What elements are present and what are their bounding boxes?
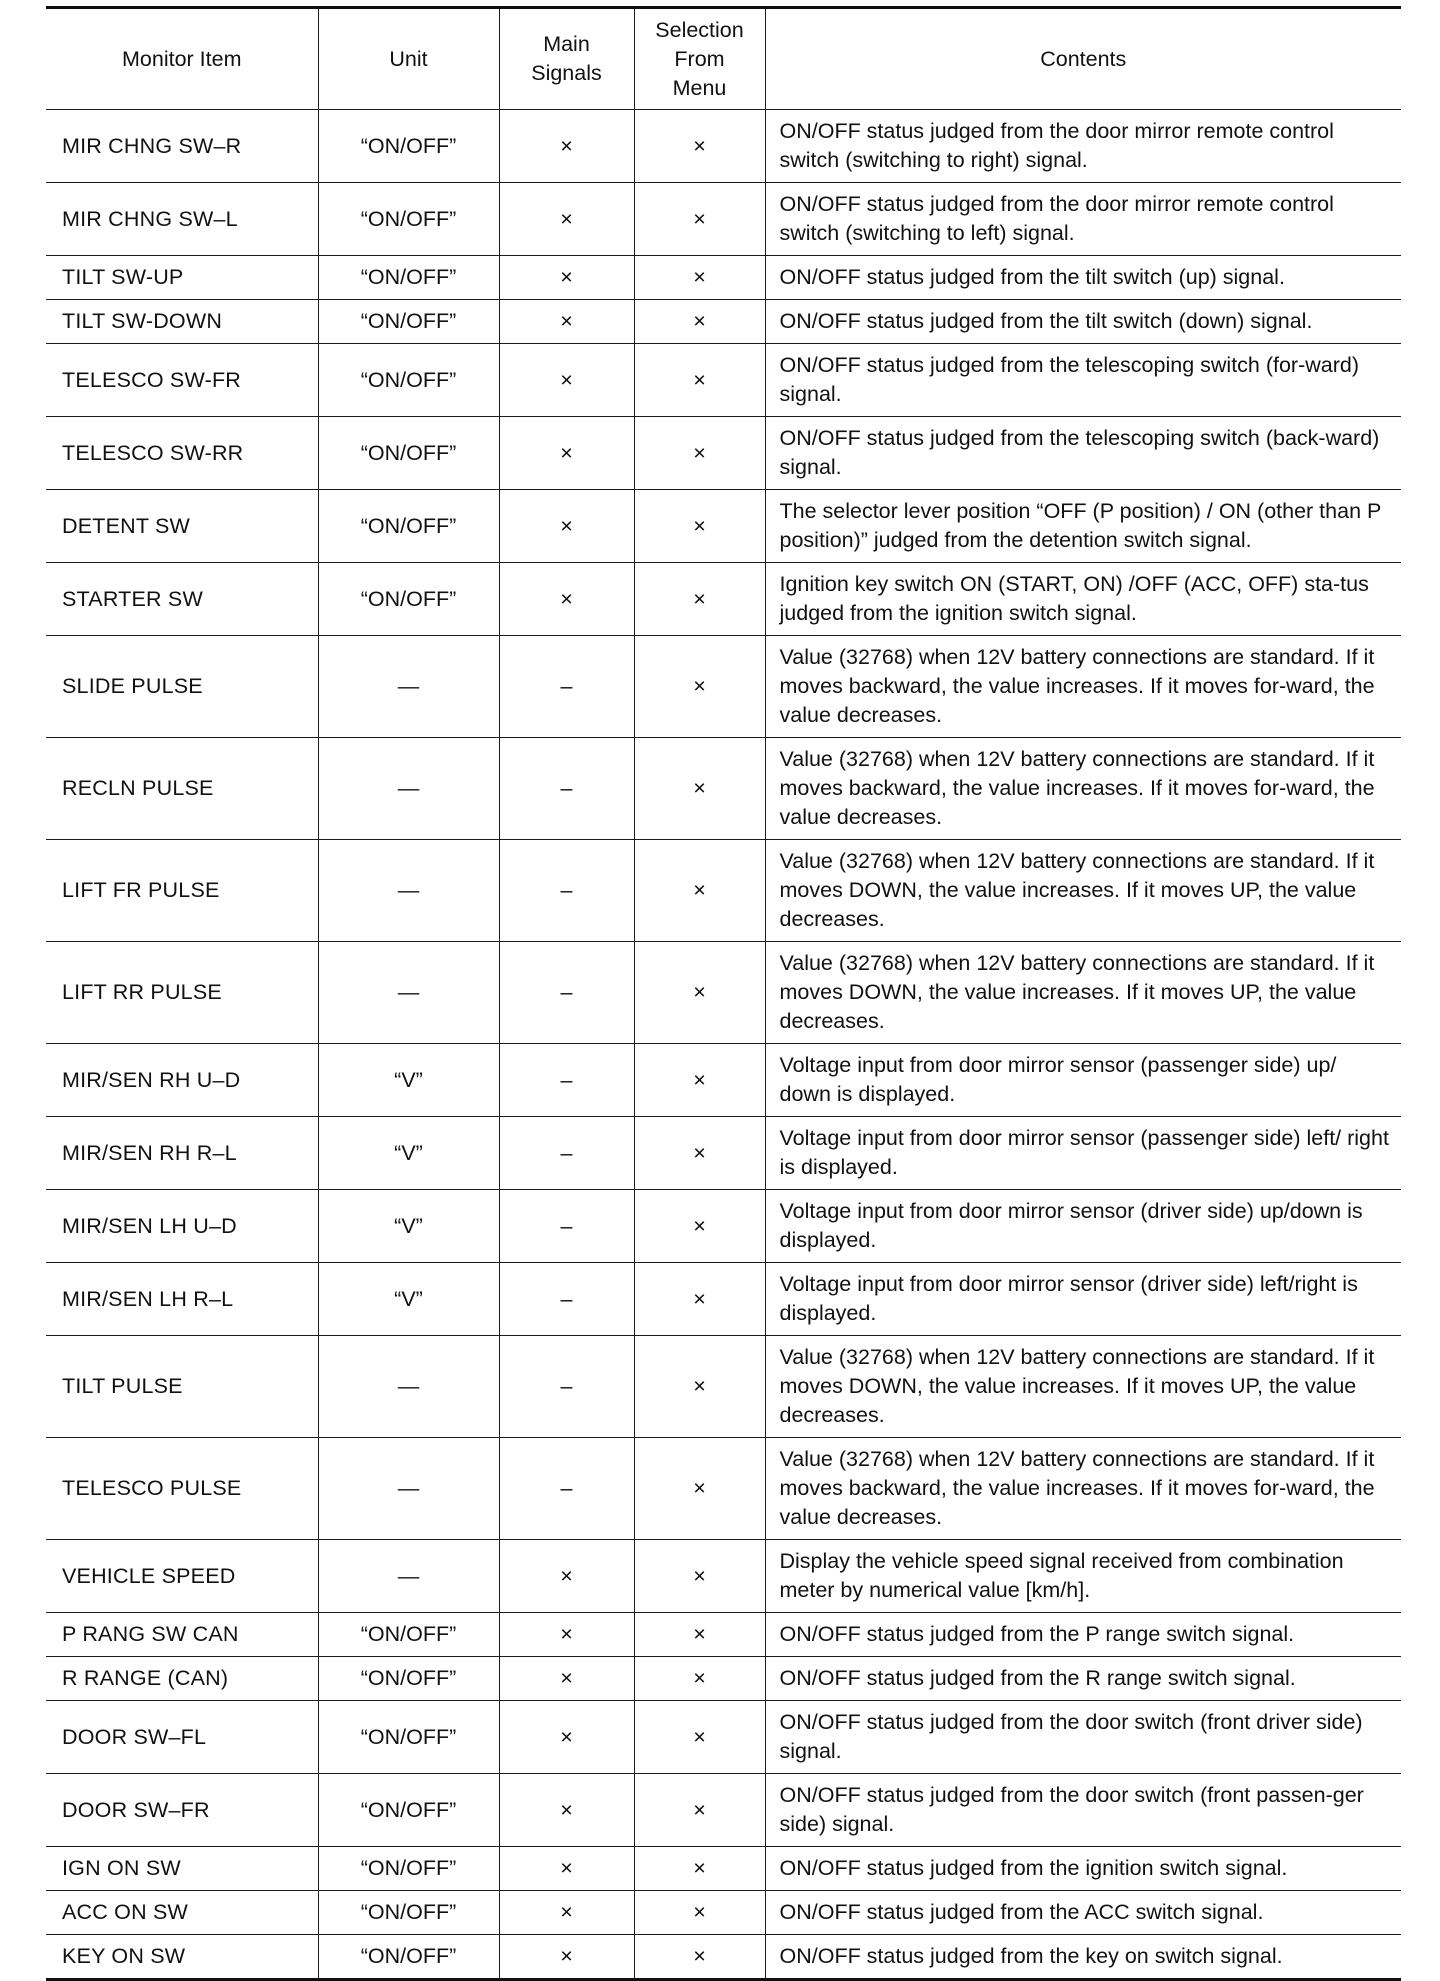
selection-from-menu-cell: × [634, 1540, 765, 1613]
header-monitor-item-label: Monitor Item [122, 46, 242, 71]
unit-cell: “ON/OFF” [318, 1891, 499, 1935]
table-row [46, 1044, 1401, 1117]
main-signals-cell: – [499, 738, 634, 840]
selection-from-menu-cell: × [634, 738, 765, 840]
contents-cell: ON/OFF status judged from the tilt switch (up) signal. [765, 256, 1401, 300]
contents-cell: Value (32768) when 12V battery connections are standard. If it moves backward, the value increases. If it moves for-ward, the value decreases. [765, 738, 1401, 840]
main-signals-cell: – [499, 1263, 634, 1336]
selection-from-menu-cell: × [634, 1117, 765, 1190]
selection-from-menu-cell: × [634, 344, 765, 417]
selection-from-menu-cell: × [634, 1891, 765, 1935]
selection-from-menu-cell: × [634, 1935, 765, 1980]
table-row [46, 417, 1401, 490]
header-main-signals-label: Main Signals [531, 32, 602, 85]
unit-cell: “ON/OFF” [318, 1774, 499, 1847]
selection-from-menu-cell: × [634, 636, 765, 738]
table-row [46, 1613, 1401, 1657]
monitor-item-cell: P RANG SW CAN [46, 1613, 318, 1657]
unit-cell: “ON/OFF” [318, 1935, 499, 1980]
header-contents-label: Contents [1040, 46, 1127, 71]
main-signals-cell: × [499, 300, 634, 344]
unit-cell: “ON/OFF” [318, 344, 499, 417]
monitor-item-cell: MIR/SEN RH R–L [46, 1117, 318, 1190]
selection-from-menu-cell: × [634, 1847, 765, 1891]
monitor-item-cell: SLIDE PULSE [46, 636, 318, 738]
contents-cell: ON/OFF status judged from the ACC switch signal. [765, 1891, 1401, 1935]
contents-cell: ON/OFF status judged from the key on switch signal. [765, 1935, 1401, 1980]
main-signals-cell: × [499, 256, 634, 300]
table-row [46, 1263, 1401, 1336]
main-signals-cell: × [499, 490, 634, 563]
selection-from-menu-cell: × [634, 1657, 765, 1701]
contents-cell: Value (32768) when 12V battery connections are standard. If it moves backward, the value increases. If it moves for-ward, the value decreases. [765, 636, 1401, 738]
monitor-item-cell: DOOR SW–FL [46, 1701, 318, 1774]
contents-cell: ON/OFF status judged from the door mirror remote control switch (switching to right) signal. [765, 110, 1401, 183]
table-row [46, 1657, 1401, 1701]
header-unit [318, 8, 499, 110]
header-contents [765, 8, 1401, 110]
monitor-item-cell: DETENT SW [46, 490, 318, 563]
contents-cell: Value (32768) when 12V battery connections are standard. If it moves DOWN, the value increases. If it moves UP, the value decreases. [765, 840, 1401, 942]
monitor-item-cell: LIFT FR PULSE [46, 840, 318, 942]
monitor-item-cell: VEHICLE SPEED [46, 1540, 318, 1613]
monitor-item-cell: MIR/SEN LH U–D [46, 1190, 318, 1263]
monitor-item-cell: RECLN PULSE [46, 738, 318, 840]
unit-cell: — [318, 1438, 499, 1540]
selection-from-menu-cell: × [634, 1613, 765, 1657]
contents-cell: Value (32768) when 12V battery connections are standard. If it moves DOWN, the value increases. If it moves UP, the value decreases. [765, 1336, 1401, 1438]
selection-from-menu-cell: × [634, 256, 765, 300]
main-signals-cell: – [499, 1438, 634, 1540]
table-row [46, 1701, 1401, 1774]
selection-from-menu-cell: × [634, 1336, 765, 1438]
unit-cell: — [318, 738, 499, 840]
contents-cell: ON/OFF status judged from the R range switch signal. [765, 1657, 1401, 1701]
selection-from-menu-cell: × [634, 1774, 765, 1847]
selection-from-menu-cell: × [634, 563, 765, 636]
contents-cell: Value (32768) when 12V battery connections are standard. If it moves backward, the value increases. If it moves for-ward, the value decreases. [765, 1438, 1401, 1540]
selection-from-menu-cell: × [634, 183, 765, 256]
monitor-item-cell: TELESCO SW-RR [46, 417, 318, 490]
monitor-item-cell: MIR/SEN RH U–D [46, 1044, 318, 1117]
table-row [46, 840, 1401, 942]
monitor-item-cell: TELESCO PULSE [46, 1438, 318, 1540]
selection-from-menu-cell: × [634, 417, 765, 490]
unit-cell: — [318, 636, 499, 738]
selection-from-menu-cell: × [634, 1263, 765, 1336]
table-row [46, 1190, 1401, 1263]
table-row [46, 300, 1401, 344]
main-signals-cell: – [499, 840, 634, 942]
table-row [46, 1117, 1401, 1190]
contents-cell: Ignition key switch ON (START, ON) /OFF (ACC, OFF) sta-tus judged from the ignition switch signal. [765, 563, 1401, 636]
main-signals-cell: – [499, 1336, 634, 1438]
monitor-item-cell: R RANGE (CAN) [46, 1657, 318, 1701]
monitor-item-cell: MIR CHNG SW–R [46, 110, 318, 183]
table-body [46, 110, 1401, 1980]
selection-from-menu-cell: × [634, 300, 765, 344]
main-signals-cell: × [499, 1935, 634, 1980]
main-signals-cell: – [499, 1044, 634, 1117]
header-monitor-item [46, 8, 318, 110]
contents-cell: Voltage input from door mirror sensor (driver side) left/right is displayed. [765, 1263, 1401, 1336]
table-row [46, 1438, 1401, 1540]
unit-cell: — [318, 1336, 499, 1438]
unit-cell: “ON/OFF” [318, 490, 499, 563]
contents-cell: Display the vehicle speed signal received from combination meter by numerical value [km/h]. [765, 1540, 1401, 1613]
selection-from-menu-cell: × [634, 110, 765, 183]
monitor-item-cell: TELESCO SW-FR [46, 344, 318, 417]
table-row [46, 1774, 1401, 1847]
table-row [46, 344, 1401, 417]
header-main-signals [499, 8, 634, 110]
monitor-item-cell: MIR/SEN LH R–L [46, 1263, 318, 1336]
selection-from-menu-cell: × [634, 942, 765, 1044]
unit-cell: “ON/OFF” [318, 300, 499, 344]
contents-cell: Voltage input from door mirror sensor (passenger side) up/ down is displayed. [765, 1044, 1401, 1117]
monitor-item-cell: TILT SW-DOWN [46, 300, 318, 344]
monitor-item-cell: TILT PULSE [46, 1336, 318, 1438]
main-signals-cell: – [499, 636, 634, 738]
contents-cell: The selector lever position “OFF (P position) / ON (other than P position)” judged from the detention switch signal. [765, 490, 1401, 563]
unit-cell: “ON/OFF” [318, 1613, 499, 1657]
selection-from-menu-cell: × [634, 1190, 765, 1263]
main-signals-cell: × [499, 1613, 634, 1657]
table-row [46, 738, 1401, 840]
table-row [46, 1935, 1401, 1980]
unit-cell: “V” [318, 1263, 499, 1336]
contents-cell: Voltage input from door mirror sensor (passenger side) left/ right is displayed. [765, 1117, 1401, 1190]
contents-cell: ON/OFF status judged from the tilt switch (down) signal. [765, 300, 1401, 344]
main-signals-cell: × [499, 1540, 634, 1613]
contents-cell: ON/OFF status judged from the telescoping switch (back-ward) signal. [765, 417, 1401, 490]
monitor-item-cell: TILT SW-UP [46, 256, 318, 300]
main-signals-cell: × [499, 110, 634, 183]
monitor-item-cell: STARTER SW [46, 563, 318, 636]
contents-cell: Value (32768) when 12V battery connections are standard. If it moves DOWN, the value increases. If it moves UP, the value decreases. [765, 942, 1401, 1044]
monitor-item-cell: ACC ON SW [46, 1891, 318, 1935]
header-selection-label: Selection From Menu [655, 17, 744, 100]
main-signals-cell: × [499, 1657, 634, 1701]
unit-cell: “ON/OFF” [318, 417, 499, 490]
header-row [46, 8, 1401, 110]
contents-cell: ON/OFF status judged from the door switch (front passen-ger side) signal. [765, 1774, 1401, 1847]
unit-cell: — [318, 1540, 499, 1613]
monitor-item-table [46, 6, 1401, 1981]
main-signals-cell: × [499, 1701, 634, 1774]
main-signals-cell: – [499, 1117, 634, 1190]
main-signals-cell: × [499, 563, 634, 636]
table-row [46, 942, 1401, 1044]
table-row [46, 563, 1401, 636]
monitor-item-cell: IGN ON SW [46, 1847, 318, 1891]
unit-cell: — [318, 840, 499, 942]
main-signals-cell: × [499, 1891, 634, 1935]
table-row [46, 110, 1401, 183]
contents-cell: Voltage input from door mirror sensor (driver side) up/down is displayed. [765, 1190, 1401, 1263]
unit-cell: — [318, 942, 499, 1044]
main-signals-cell: – [499, 942, 634, 1044]
selection-from-menu-cell: × [634, 1701, 765, 1774]
table-row [46, 1847, 1401, 1891]
contents-cell: ON/OFF status judged from the door mirror remote control switch (switching to left) signal. [765, 183, 1401, 256]
selection-from-menu-cell: × [634, 1044, 765, 1117]
unit-cell: “V” [318, 1044, 499, 1117]
selection-from-menu-cell: × [634, 1438, 765, 1540]
unit-cell: “ON/OFF” [318, 110, 499, 183]
header-selection-from-menu [634, 8, 765, 110]
selection-from-menu-cell: × [634, 840, 765, 942]
contents-cell: ON/OFF status judged from the telescoping switch (for-ward) signal. [765, 344, 1401, 417]
unit-cell: “ON/OFF” [318, 1701, 499, 1774]
header-unit-label: Unit [389, 46, 428, 71]
table-row [46, 1540, 1401, 1613]
table-row [46, 1336, 1401, 1438]
monitor-item-cell: MIR CHNG SW–L [46, 183, 318, 256]
table-row [46, 183, 1401, 256]
unit-cell: “ON/OFF” [318, 1847, 499, 1891]
main-signals-cell: × [499, 183, 634, 256]
unit-cell: “V” [318, 1190, 499, 1263]
contents-cell: ON/OFF status judged from the door switch (front driver side) signal. [765, 1701, 1401, 1774]
table-row [46, 636, 1401, 738]
table-row [46, 256, 1401, 300]
unit-cell: “ON/OFF” [318, 1657, 499, 1701]
main-signals-cell: × [499, 1774, 634, 1847]
main-signals-cell: × [499, 1847, 634, 1891]
monitor-item-cell: LIFT RR PULSE [46, 942, 318, 1044]
unit-cell: “ON/OFF” [318, 563, 499, 636]
main-signals-cell: – [499, 1190, 634, 1263]
main-signals-cell: × [499, 417, 634, 490]
monitor-item-table-wrapper [46, 6, 1401, 1981]
monitor-item-cell: DOOR SW–FR [46, 1774, 318, 1847]
unit-cell: “ON/OFF” [318, 256, 499, 300]
unit-cell: “ON/OFF” [318, 183, 499, 256]
contents-cell: ON/OFF status judged from the P range switch signal. [765, 1613, 1401, 1657]
table-row [46, 1891, 1401, 1935]
main-signals-cell: × [499, 344, 634, 417]
contents-cell: ON/OFF status judged from the ignition switch signal. [765, 1847, 1401, 1891]
unit-cell: “V” [318, 1117, 499, 1190]
table-row [46, 490, 1401, 563]
selection-from-menu-cell: × [634, 490, 765, 563]
monitor-item-cell: KEY ON SW [46, 1935, 318, 1980]
